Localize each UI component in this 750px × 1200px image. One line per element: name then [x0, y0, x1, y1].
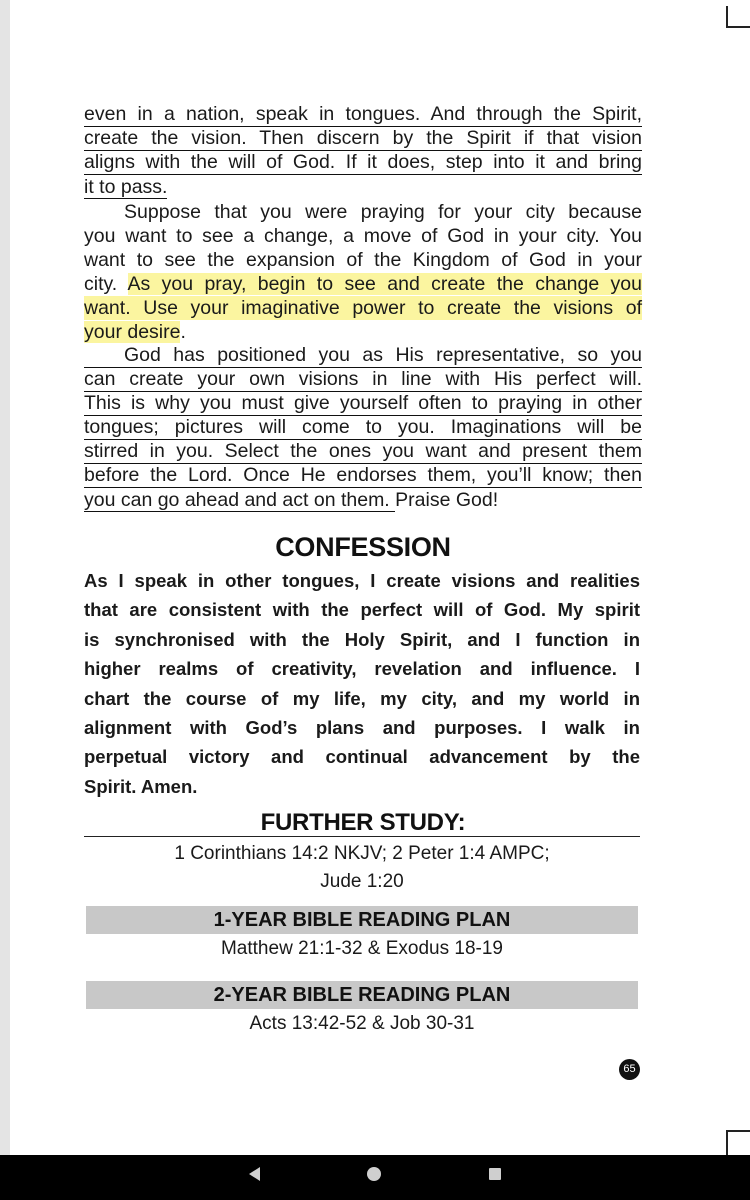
further-study-heading: FURTHER STUDY: [260, 809, 466, 836]
home-icon[interactable] [367, 1167, 381, 1181]
highlighted-text: As you pray, begin to see and create the change you [127, 273, 642, 295]
text-line: before the Lord. Once He endorses them, you’ll know; then [84, 464, 642, 486]
confession-line: alignment with God’s plans and purposes. I walk in [84, 716, 640, 738]
text-line: aligns with the will of God. If it does, step into it and bring [84, 151, 642, 173]
text-line: it to pass. [84, 176, 168, 198]
confession-line: As I speak in other tongues, I create visions and realities [84, 570, 640, 591]
confession-line: is synchronised with the Holy Spirit, and I function in [84, 628, 640, 650]
confession-line: Spirit. Amen. [84, 775, 198, 797]
highlighted-text: your desire [84, 321, 181, 343]
confession-line: higher realms of creativity, revelation and influence. I [84, 658, 640, 680]
divider [84, 836, 640, 837]
text-line: God has positioned you as His representative, so you [84, 344, 642, 368]
text-line: can create your own visions in line with His perfect will. [84, 368, 642, 390]
further-study-references-2: Jude 1:20 [320, 871, 404, 892]
text-line: stirred in you. Select the ones you want and present them [84, 440, 642, 462]
one-year-plan-heading: 1-YEAR BIBLE READING PLAN [86, 906, 638, 934]
text-line: even in a nation, speak in tongues. And through the Spirit, [84, 103, 642, 125]
text-line: you want to see a change, a move of God in your city. You [84, 225, 642, 247]
confession-text [84, 566, 640, 801]
crop-mark-top-icon [726, 6, 750, 28]
two-year-plan-heading: 2-YEAR BIBLE READING PLAN [86, 981, 638, 1009]
text-line: create the vision. Then discern by the Spirit if that vision [84, 127, 642, 149]
paragraph-3 [84, 344, 642, 512]
text-line: want to see the expansion of the Kingdom of God in your [84, 249, 642, 271]
confession-line: that are consistent with the perfect will of God. My spirit [84, 599, 640, 621]
crop-mark-bottom-icon [726, 1130, 750, 1155]
text-line: Suppose that you were praying for your city because [124, 201, 642, 223]
text-line: This is why you must give yourself often to praying in other [84, 392, 642, 414]
text-line: tongues; pictures will come to you. Imaginations will be [84, 416, 642, 438]
text-line: you can go ahead and act on them. Praise God! [84, 489, 499, 511]
page-number: 65 [619, 1059, 640, 1080]
highlighted-text: want. Use your imaginative power to create the visions of [84, 297, 642, 319]
confession-heading: CONFESSION [275, 532, 451, 562]
text-line: city. As you pray, begin to see and create the change you [84, 273, 642, 295]
confession-line: perpetual victory and continual advancement by the [84, 746, 640, 768]
one-year-plan-reading: Matthew 21:1-32 & Exodus 18-19 [220, 938, 503, 959]
further-study-references: 1 Corinthians 14:2 NKJV; 2 Peter 1:4 AMPC; [174, 843, 550, 864]
two-year-plan-reading: Acts 13:42-52 & Job 30-31 [249, 1013, 475, 1034]
text-line: your desire. [84, 321, 186, 343]
paragraph-2 [84, 200, 642, 344]
paragraph-1 [84, 103, 642, 199]
confession-line: chart the course of my life, my city, and my world in [84, 687, 640, 709]
recents-icon[interactable] [489, 1168, 501, 1180]
back-icon[interactable] [249, 1167, 260, 1181]
